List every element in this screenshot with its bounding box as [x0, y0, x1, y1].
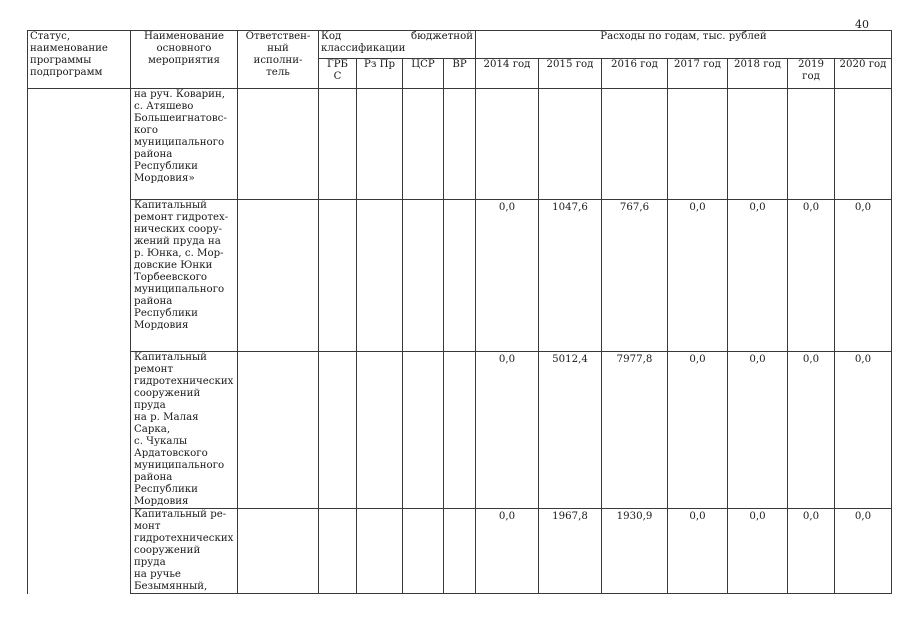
code-cell	[403, 509, 444, 594]
value-2014: 0,0	[476, 200, 539, 352]
header-code-csr: ЦСР	[403, 59, 444, 89]
value-2019: 0,0	[788, 352, 835, 509]
header-year-2017: 2017 год	[668, 59, 728, 89]
value-2015	[539, 89, 602, 200]
code-cell	[403, 352, 444, 509]
header-year-2019: 2019 год	[788, 59, 835, 89]
header-year-2020: 2020 год	[835, 59, 892, 89]
header-executor: Ответствен- ный исполни- тель	[238, 31, 319, 89]
value-2014: 0,0	[476, 509, 539, 594]
activity-name: Капитальный ре- монт гидротехнических сооружений пруда на ручье Безымянный,	[131, 509, 238, 594]
value-2015: 1967,8	[539, 509, 602, 594]
header-row-1	[28, 31, 892, 59]
value-2015: 5012,4	[539, 352, 602, 509]
code-cell	[357, 509, 403, 594]
code-cell	[357, 200, 403, 352]
header-budget-code	[319, 31, 476, 59]
status-cell	[28, 89, 131, 594]
value-2017	[668, 89, 728, 200]
header-budget-code-right: бюджетной	[410, 31, 473, 42]
code-cell	[319, 200, 357, 352]
value-2017: 0,0	[668, 200, 728, 352]
value-2017: 0,0	[668, 352, 728, 509]
value-2018: 0,0	[728, 352, 788, 509]
value-2018	[728, 89, 788, 200]
code-cell	[319, 352, 357, 509]
header-status: Статус, наименование программы подпрограмм	[28, 31, 131, 89]
value-2016: 7977,8	[602, 352, 668, 509]
activity-name: на руч. Коварин, с. Атяшево Большеигнатовс- кого муниципального района Республики Мордовия»	[131, 89, 238, 200]
header-budget-code-line2: классификации	[321, 43, 406, 54]
executor-cell	[238, 352, 319, 509]
value-2020	[835, 89, 892, 200]
executor-cell	[238, 89, 319, 200]
header-year-2016: 2016 год	[602, 59, 668, 89]
code-cell	[403, 200, 444, 352]
code-cell	[444, 89, 476, 200]
header-year-2015: 2015 год	[539, 59, 602, 89]
code-cell	[357, 89, 403, 200]
code-cell	[357, 352, 403, 509]
value-2019	[788, 89, 835, 200]
value-2017: 0,0	[668, 509, 728, 594]
header-code-rzpr: Рз Пр	[357, 59, 403, 89]
header-year-2014: 2014 год	[476, 59, 539, 89]
value-2020: 0,0	[835, 200, 892, 352]
code-cell	[319, 509, 357, 594]
code-cell	[444, 200, 476, 352]
executor-cell	[238, 200, 319, 352]
value-2016: 1930,9	[602, 509, 668, 594]
page-number: 40	[855, 18, 869, 31]
code-cell	[403, 89, 444, 200]
table-row	[28, 509, 892, 594]
code-cell	[319, 89, 357, 200]
header-year-2018: 2018 год	[728, 59, 788, 89]
activity-name: Капитальный ремонт гидротехнических сооружений пруда на р. Малая Сарка, с. Чукалы Ардатовского муниципального района Республики Мордовия	[131, 352, 238, 509]
budget-table	[27, 30, 892, 594]
executor-cell	[238, 509, 319, 594]
table-row	[28, 89, 892, 200]
value-2016	[602, 89, 668, 200]
value-2015: 1047,6	[539, 200, 602, 352]
header-code-vr: ВР	[444, 59, 476, 89]
code-cell	[444, 509, 476, 594]
value-2019: 0,0	[788, 200, 835, 352]
value-2018: 0,0	[728, 200, 788, 352]
code-cell	[444, 352, 476, 509]
value-2014	[476, 89, 539, 200]
value-2019: 0,0	[788, 509, 835, 594]
value-2016: 767,6	[602, 200, 668, 352]
activity-name: Капитальный ремонт гидротех- нических соору- жений пруда на р. Юнка, с. Мор- довские Юнки Торбеевского муниципального района Республики Мордовия	[131, 200, 238, 352]
header-code-grbs: ГРБ С	[319, 59, 357, 89]
value-2014: 0,0	[476, 352, 539, 509]
header-activity: Наименование основного мероприятия	[131, 31, 238, 89]
header-expenses: Расходы по годам, тыс. рублей	[476, 31, 892, 59]
value-2020: 0,0	[835, 352, 892, 509]
value-2020: 0,0	[835, 509, 892, 594]
table-row	[28, 352, 892, 509]
value-2018: 0,0	[728, 509, 788, 594]
table-row	[28, 200, 892, 352]
header-budget-code-left: Код	[321, 31, 342, 42]
